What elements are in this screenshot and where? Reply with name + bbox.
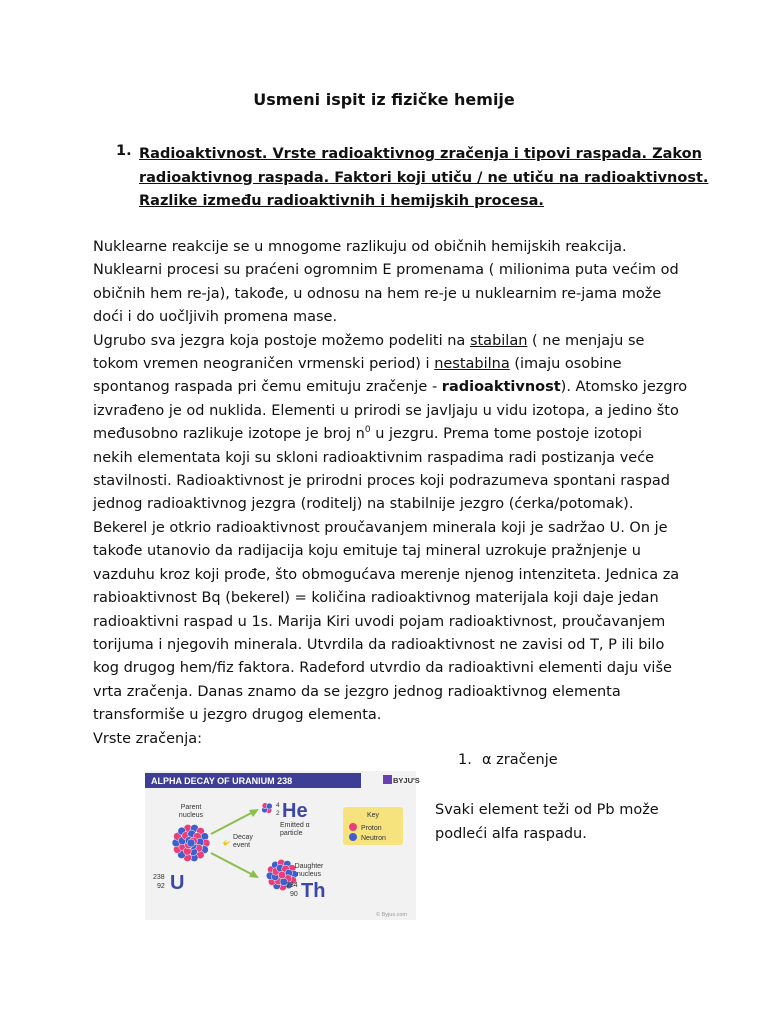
he-mass: 4	[276, 802, 280, 809]
body-line: običnih hem re-ja), takođe, u odnosu na hem re-je u nuklearnim re-jama može	[93, 285, 662, 302]
body-line: Vrste zračenja:	[93, 730, 202, 747]
nucleon-dot	[278, 871, 286, 879]
body-line: doći i do uočljivih promena mase.	[93, 309, 338, 326]
decay-label-1: Decay	[233, 834, 253, 841]
side-line: podleći alfa raspadu.	[435, 826, 587, 842]
body-line: Ugrubo sva jezgra koja postoje možemo podeliti na stabilan ( ne menjaju se	[93, 332, 645, 349]
body-line: izvrađeno je od nuklida. Elementi u prirodi se javljaju u vidu izotopa, a jedino što	[93, 402, 679, 419]
body-line: takođe utanovio da radijacija koju emituje taj mineral uzrokuje pražnjenje u	[93, 543, 641, 560]
key-proton: Proton	[361, 825, 382, 832]
brand-name: BYJU'S	[393, 776, 420, 785]
brand-logo-icon	[383, 775, 392, 784]
body-line: jednog radioaktivnog jezgra (roditelj) na stabilnije jezgro (ćerka/potomak).	[93, 496, 634, 513]
body-line: međusobno razlikuje izotope je broj $n^0$ u jezgru. Prema tome postoje izotopi	[93, 425, 643, 443]
neutron-superscript: 0	[364, 425, 371, 436]
key-neutron: Neutron	[361, 835, 386, 842]
emitted-label-2: particle	[280, 830, 303, 837]
u-atomic: 92	[157, 883, 165, 890]
daughter-label-1: Daughter	[294, 863, 324, 870]
he-atomic: 2	[276, 810, 280, 817]
body-line: transformiše u jezgro drugog elementa.	[93, 707, 382, 724]
nucleon-dot	[187, 839, 195, 847]
u-mass: 238	[153, 874, 165, 881]
daughter-label-2: nucleus	[296, 871, 322, 878]
th-atomic: 90	[290, 891, 298, 898]
page-title: Usmeni ispit iz fizičke hemije	[253, 90, 515, 109]
figure-watermark: © Byjus.com	[376, 912, 407, 918]
th-mass: 234	[286, 882, 298, 889]
th-symbol: Th	[301, 880, 326, 902]
body-line: Bekerel je otkrio radioaktivnost proučavanjem minerala koji je sadržao U. On je	[93, 519, 668, 536]
u-symbol: U	[170, 872, 185, 894]
key-title: Key	[366, 812, 380, 819]
question-line: Radioaktivnost. Vrste radioaktivnog zračenja i tipovi raspada. Zakon	[139, 146, 702, 162]
list-number: 1.	[458, 752, 472, 768]
alpha-decay-figure	[145, 771, 420, 920]
key-proton-swatch	[349, 823, 357, 831]
body-text	[93, 236, 693, 751]
body-line: radioaktivni raspad u 1s. Marija Kiri uvodi pojam radioaktivnost, proučavanjem	[93, 613, 666, 630]
body-line: Nuklearni procesi su praćeni ogromnim E promenama ( milionima puta većim od	[93, 262, 679, 279]
radioaktivnost-term: radioaktivnost	[441, 379, 561, 396]
side-text	[435, 798, 695, 846]
body-line: rabioaktivnost Bq (bekerel) = količina radioaktivnog materijala koji daje jedan	[93, 590, 659, 607]
body-line: kog drugog hem/fiz faktora. Radeford utvrdio da radioaktivni elementi daju više	[93, 660, 672, 677]
body-line: stavilnosti. Radioaktivnost je prirodni proces koji podrazumeva spontani raspad	[93, 473, 670, 490]
body-line: vrta zračenja. Danas znamo da se jezgro jednog radioaktivnog elementa	[93, 683, 621, 700]
side-line: Svaki element teži od Pb može	[435, 802, 659, 818]
question-text	[139, 143, 709, 214]
list-label: α zračenje	[482, 752, 558, 768]
nucleon-dot	[266, 803, 272, 809]
body-line: torijuma i njegovih minerala. Utvrdila da radioaktivnost ne zavisi od T, P ili bilo	[93, 636, 665, 653]
figure-header: ALPHA DECAY OF URANIUM 238	[151, 776, 293, 786]
decay-label-2: event	[233, 842, 251, 849]
list-item-alpha	[458, 752, 558, 768]
he-symbol: He	[282, 800, 308, 822]
body-line: nekih elementata koji su skloni radioaktivnim raspadima radi postizanja veće	[93, 449, 655, 466]
nestabilna-term: nestabilna	[434, 356, 510, 373]
question-line: Razlike između radioaktivnih i hemijskih procesa.	[139, 193, 544, 209]
question-number: 1.	[116, 143, 132, 159]
alpha-particle-icon	[262, 803, 273, 814]
alpha-decay-diagram	[145, 771, 420, 920]
body-line: tokom vremen neograničen vrmenski period) i nestabilna (imaju osobine	[93, 356, 622, 373]
stabilan-term: stabilan	[469, 332, 528, 349]
key-neutron-swatch	[349, 833, 357, 841]
parent-label-2: nucleus	[178, 812, 204, 819]
parent-label-1: Parent	[180, 804, 202, 811]
emitted-label-1: Emitted α	[280, 822, 310, 829]
question-line: radioaktivnog raspada. Faktori koji utiču / ne utiču na radioaktivnost.	[139, 169, 709, 186]
body-line: vazduhu kroz koji prođe, što obmogućava merenje njenog intenziteta. Jednica za	[93, 566, 680, 583]
body-line: spontanog raspada pri čemu emituju zračenje - radioaktivnost). Atomsko jezgro	[93, 379, 688, 396]
body-line: Nuklearne reakcije se u mnogome razlikuju od običnih hemijskih reakcija.	[93, 239, 627, 255]
